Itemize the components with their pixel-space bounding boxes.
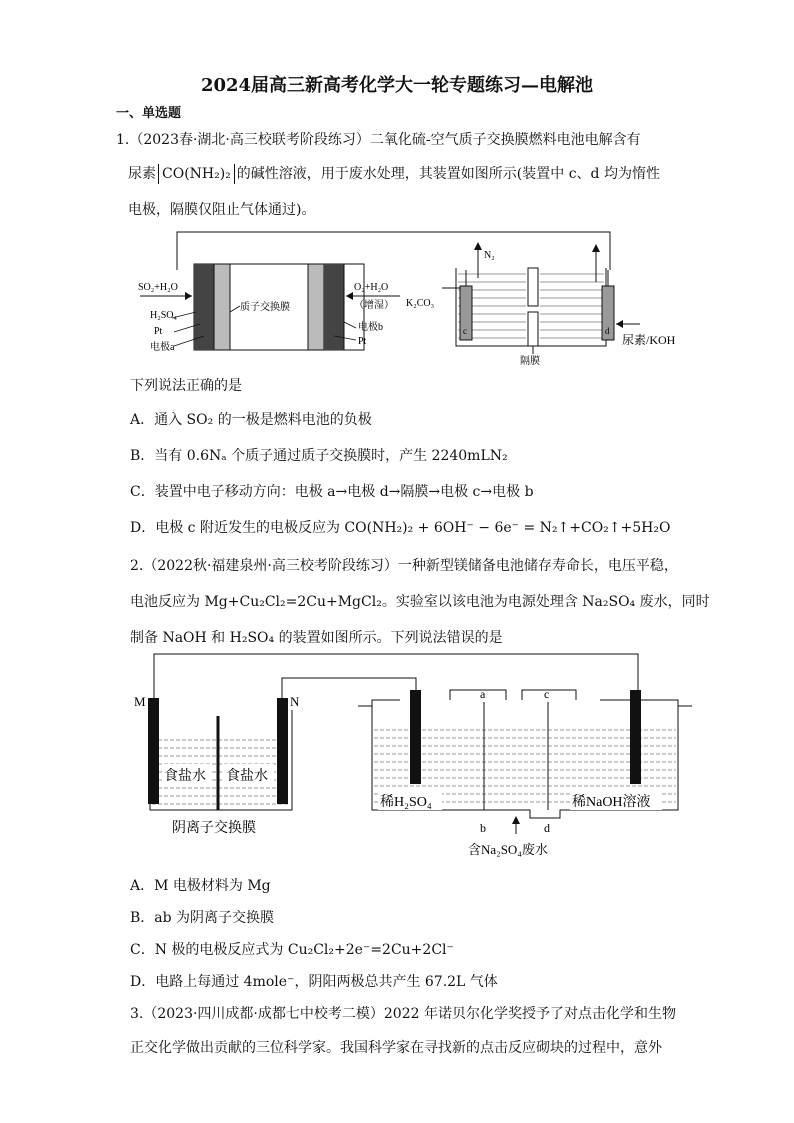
q1-d-label: d: [605, 326, 610, 336]
battery-cell: [150, 710, 292, 810]
q3-line1: 3.（2023·四川成都·成都七中校考二模）2022 年诺贝尔化学奖授予了对点击化学和生物: [130, 1006, 676, 1022]
q1-line2-post: 的碱性溶液，用于废水处理，其装置如图所示(装置中 c、d 均为惰性: [236, 166, 660, 182]
section-heading: 一、单选题: [116, 106, 182, 121]
q2-naoh-label: 稀NaOH溶液: [572, 795, 651, 810]
q1-right-inlet-label: O₂+H₂O: [354, 282, 389, 293]
q2-brine2-label: 食盐水: [226, 769, 268, 784]
q1-prompt: 下列说法正确的是: [130, 378, 242, 394]
q2-option-d: D．电路上每通过 4mole⁻，阴阳两极总共产生 67.2L 气体: [130, 974, 498, 990]
q2-c-label: c: [544, 687, 550, 701]
q2-waste-label: 含Na₂SO₄废水: [468, 842, 548, 857]
q1-option-a: A．通入 SO₂ 的一极是燃料电池的负极: [130, 412, 372, 428]
q2-diagram: [130, 650, 700, 865]
q2-b-label: b: [480, 821, 486, 835]
q1-option-d: D．电极 c 附近发生的电极反应为 CO(NH₂)₂ + 6OH⁻ − 6e⁻ = N₂↑+CO₂↑+5H₂O: [130, 520, 671, 536]
q1-pt-right-label: Pt: [358, 336, 367, 347]
q1-electrode-b-label: 电极b: [358, 322, 383, 333]
q1-n2-label: N₂: [484, 250, 495, 261]
q1-separator-label: 隔膜: [520, 356, 540, 367]
q1-electrode-a-label: 电极a: [150, 342, 175, 353]
q1-option-c: C．装置中电子移动方向：电极 a→电极 d→隔膜→电极 c→电极 b: [130, 484, 534, 500]
q2-a-label: a: [480, 687, 486, 701]
q1-diagram: [130, 228, 690, 368]
page-title: 2024届高三新高考化学大一轮专题练习—电解池: [200, 75, 594, 96]
q1-humid-label: （增湿）: [354, 300, 394, 311]
q2-option-c: C．N 极的电极反应式为 Cu₂Cl₂+2e⁻=2Cu+2Cl⁻: [130, 942, 454, 958]
q1-urea-label: 尿素/KOH: [622, 333, 676, 347]
q1-pt-left-label: Pt: [154, 326, 163, 337]
q1-left-inlet-label: SO₂+H₂O: [138, 282, 178, 293]
q2-m-label: M: [134, 694, 146, 709]
q1-line1: 1.（2023春·湖北·高三校联考阶段练习）二氧化硫-空气质子交换膜燃料电池电解含有: [116, 132, 641, 148]
q2-option-b: B．ab 为阴离子交换膜: [130, 910, 275, 926]
q2-line3: 制备 NaOH 和 H₂SO₄ 的装置如图所示。下列说法错误的是: [130, 630, 503, 646]
q3-line2: 正交化学做出贡献的三位科学家。我国科学家在寻找新的点击反应砌块的过程中，意外: [130, 1040, 662, 1056]
electrode-cathode: [630, 690, 641, 784]
electrode-a-plate: [194, 264, 214, 350]
q1-c-label: c: [463, 326, 467, 336]
electrode-n: [277, 698, 288, 804]
q1-line3: 电极，隔膜仅阻止气体通过)。: [128, 202, 316, 218]
q2-n-label: N: [290, 694, 300, 709]
q1-formula-bracket: [158, 164, 235, 184]
q1-line2: [128, 164, 660, 184]
q2-brine1-label: 食盐水: [164, 769, 206, 784]
q1-formula: CO(NH₂)₂: [162, 166, 231, 182]
q2-option-a: A．M 电极材料为 Mg: [130, 878, 271, 894]
q2-h2so4-label: 稀H₂SO₄: [380, 795, 432, 810]
electrode-m: [148, 698, 159, 804]
q1-h2so4-label: H₂SO₄: [150, 310, 177, 321]
electrode-anode: [410, 690, 421, 784]
q2-line2: 电池反应为 Mg+Cu₂Cl₂=2Cu+MgCl₂。实验室以该电池为电源处理含 Na₂SO₄ 废水，同时: [130, 594, 710, 610]
q1-membrane-label: 质子交换膜: [240, 302, 290, 313]
q2-d-label: d: [544, 821, 550, 835]
q2-line1: 2.（2022秋·福建泉州·高三校考阶段练习）一种新型镁储备电池储存寿命长，电压平稳，: [130, 558, 678, 574]
q1-option-b: B．当有 0.6Nₐ 个质子通过质子交换膜时，产生 2240mLN₂: [130, 448, 508, 464]
q2-anion-membrane-label: 阴离子交换膜: [172, 821, 256, 836]
q1-k2co3-label: K₂CO₃: [406, 298, 435, 309]
q1-line2-pre: 尿素: [128, 166, 156, 182]
